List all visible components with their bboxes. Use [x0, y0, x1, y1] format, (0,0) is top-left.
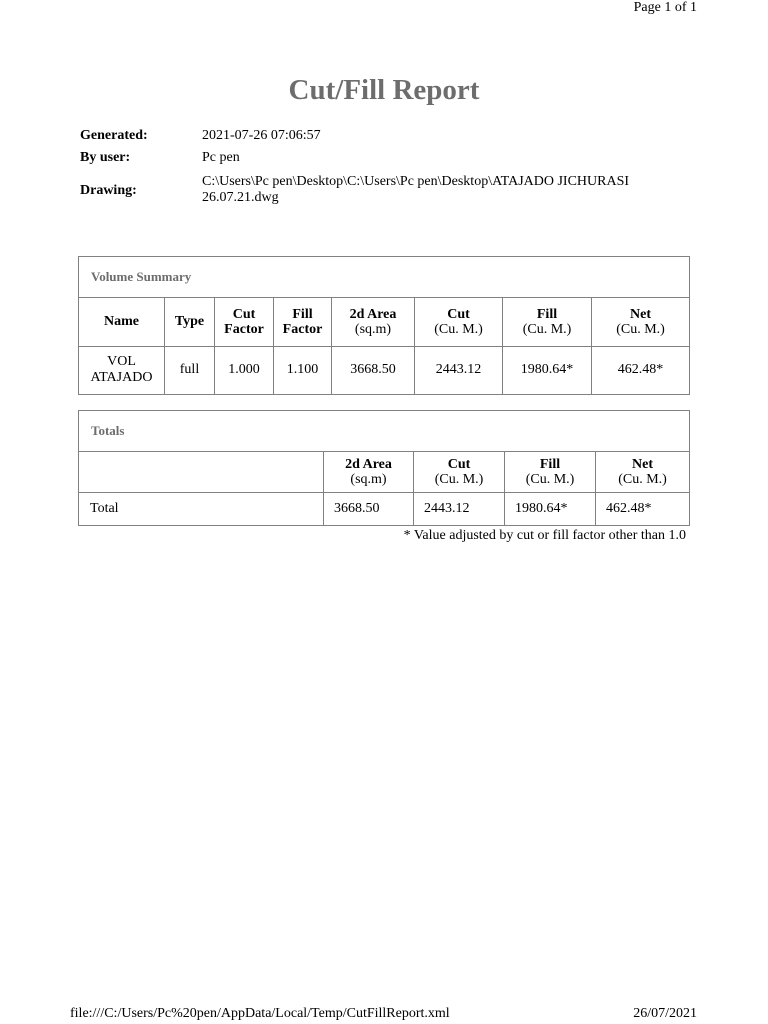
- totals-table: [79, 452, 689, 525]
- cell-net: 462.48*: [592, 346, 690, 394]
- col-header-unit: (sq.m): [350, 471, 387, 487]
- table-row: [79, 492, 689, 525]
- col-header-area: [332, 298, 415, 346]
- footer-date: 26/07/2021: [633, 1006, 697, 1021]
- col-header-cut: [415, 298, 503, 346]
- col-header-main: Cut: [447, 306, 470, 322]
- col-header-main: 2d Area: [349, 306, 397, 322]
- meta-value: Pc pen: [202, 150, 240, 165]
- col-header-unit: (Cu. M.): [434, 321, 483, 337]
- cell-name: VOL ATAJADO: [79, 346, 165, 394]
- col-header-net: [596, 452, 690, 492]
- cell-fill: 1980.64*: [503, 346, 592, 394]
- col-header-unit: (Cu. M.): [525, 471, 575, 487]
- table-header-row: [79, 452, 689, 492]
- meta-label: Drawing:: [80, 183, 137, 198]
- col-header-name: [79, 298, 165, 346]
- col-header-main: Net: [632, 456, 653, 472]
- cell-area: 3668.50: [332, 346, 415, 394]
- page-number: Page 1 of 1: [633, 0, 697, 15]
- col-header-main: Type: [174, 314, 205, 330]
- meta-value: C:\Users\Pc pen\Desktop\C:\Users\Pc pen\Desktop\ATAJADO JICHURASI 26.07.21.dwg: [202, 174, 630, 205]
- col-header-cut-factor: [215, 298, 274, 346]
- table-row: [79, 346, 689, 394]
- col-header-main: 2d Area: [345, 456, 392, 472]
- col-header-unit: (Cu. M.): [618, 471, 667, 487]
- col-header-type: [165, 298, 215, 346]
- cell-net: 462.48*: [596, 492, 690, 525]
- cell-total-label: Total: [79, 492, 324, 525]
- col-header-main: Name: [104, 314, 139, 330]
- col-header-net: [592, 298, 690, 346]
- col-header-fill: [503, 298, 592, 346]
- col-header-unit: (Cu. M.): [616, 321, 665, 337]
- totals-panel: [78, 410, 690, 526]
- cell-cut-factor: 1.000: [215, 346, 274, 394]
- col-header-main: Cut: [447, 456, 471, 472]
- col-header-blank: [79, 452, 324, 492]
- meta-value: 2021-07-26 07:06:57: [202, 128, 321, 143]
- cell-cut: 2443.12: [415, 346, 503, 394]
- col-header-main: Net: [630, 306, 651, 322]
- cell-fill-factor: 1.100: [274, 346, 332, 394]
- col-header-main: Fill: [539, 456, 561, 472]
- table-header-row: [79, 298, 689, 346]
- col-header-main: Cut Factor: [224, 306, 264, 337]
- col-header-fill: [505, 452, 596, 492]
- meta-label: Generated:: [80, 128, 148, 143]
- footnote: * Value adjusted by cut or fill factor other than 1.0: [403, 528, 686, 543]
- col-header-main: Fill Factor: [282, 306, 323, 337]
- report-title: Cut/Fill Report: [288, 74, 480, 106]
- col-header-unit: (Cu. M.): [522, 321, 572, 337]
- volume-summary-panel: [78, 256, 690, 395]
- totals-title: Totals: [79, 411, 689, 452]
- col-header-unit: (Cu. M.): [434, 471, 484, 487]
- cell-cut: 2443.12: [414, 492, 505, 525]
- cell-area: 3668.50: [324, 492, 414, 525]
- volume-summary-table: [79, 298, 689, 394]
- col-header-fill-factor: [274, 298, 332, 346]
- meta-label: By user:: [80, 150, 131, 165]
- cell-type: full: [165, 346, 215, 394]
- cell-fill: 1980.64*: [505, 492, 596, 525]
- col-header-area: [324, 452, 414, 492]
- col-header-cut: [414, 452, 505, 492]
- footer-file-path: file:///C:/Users/Pc%20pen/AppData/Local/Temp/CutFillReport.xml: [70, 1006, 450, 1021]
- col-header-main: Fill: [536, 306, 558, 322]
- volume-summary-title: Volume Summary: [79, 257, 689, 298]
- col-header-unit: (sq.m): [354, 321, 392, 337]
